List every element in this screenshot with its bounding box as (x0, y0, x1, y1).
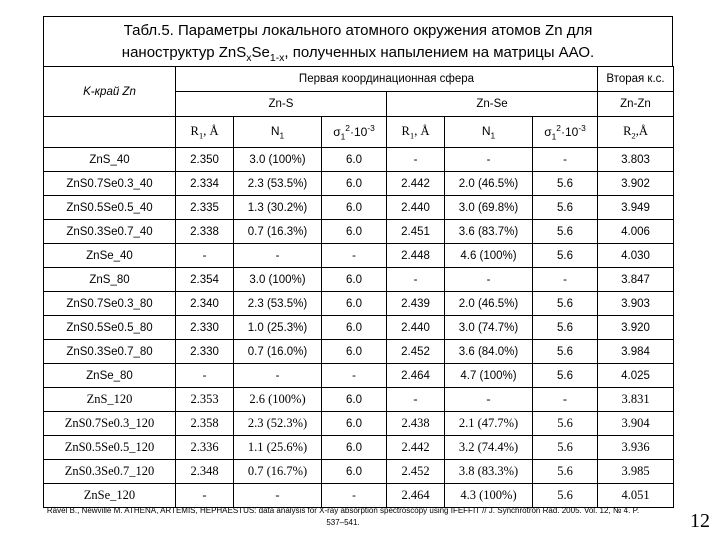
table-row (44, 148, 674, 172)
table-cell: 3.949 (598, 196, 674, 220)
table-cell: 5.6 (533, 340, 598, 364)
zns-header: Zn-S (176, 92, 387, 117)
table-cell: 6.0 (322, 340, 387, 364)
r2-header: $R_2,Å$ (598, 117, 674, 148)
n1-header: $N_1$ (234, 117, 322, 148)
table-cell: - (322, 364, 387, 388)
table-cell: 0.7 (16.0%) (234, 340, 322, 364)
table-cell: - (176, 364, 234, 388)
first-sphere-header: Первая координационная сфера (176, 67, 598, 92)
table-cell: - (234, 364, 322, 388)
sample-name-cell: ZnS0.7Se0.3_40 (44, 172, 176, 196)
table-cell: 0.7 (16.3%) (234, 220, 322, 244)
table-cell: 2.3 (52.3%) (234, 412, 322, 436)
table-cell: 4.051 (598, 484, 674, 508)
table-cell: 2.348 (176, 460, 234, 484)
table-cell: 5.6 (533, 172, 598, 196)
table-row (44, 220, 674, 244)
table-cell: 2.354 (176, 268, 234, 292)
table-cell: 2.439 (387, 292, 445, 316)
table-cell: 6.0 (322, 316, 387, 340)
table-cell: 2.340 (176, 292, 234, 316)
table-cell: 2.452 (387, 460, 445, 484)
table-cell: 5.6 (533, 220, 598, 244)
sigma-header: $\sigma_1^2\cdot 10^{-3}$ (322, 117, 387, 148)
table-cell: 1.1 (25.6%) (234, 436, 322, 460)
sample-name-cell: ZnSe_40 (44, 244, 176, 268)
table-cell: 2.1 (47.7%) (445, 412, 533, 436)
table-cell: 2.3 (53.5%) (234, 292, 322, 316)
sample-name-cell: ZnS0.5Se0.5_120 (44, 436, 176, 460)
table-cell: 3.831 (598, 388, 674, 412)
table-cell: - (176, 484, 234, 508)
znse-header: Zn-Se (387, 92, 598, 117)
table-cell: 2.358 (176, 412, 234, 436)
table-cell: - (234, 484, 322, 508)
table-cell: 4.3 (100%) (445, 484, 533, 508)
table-cell: 3.847 (598, 268, 674, 292)
table-row (44, 316, 674, 340)
table-cell: 2.452 (387, 340, 445, 364)
sample-name-cell: ZnS0.7Se0.3_120 (44, 412, 176, 436)
table-cell: 3.984 (598, 340, 674, 364)
table-cell: 5.6 (533, 292, 598, 316)
table-cell: - (322, 244, 387, 268)
table-cell: 4.030 (598, 244, 674, 268)
r1-header: $R_1$, Å (176, 117, 234, 148)
table-cell: 5.6 (533, 436, 598, 460)
table-cell: 6.0 (322, 292, 387, 316)
table-row (44, 484, 674, 508)
title-line-1: Табл.5. Параметры локального атомного окружения атомов Zn для (123, 22, 593, 39)
table-cell: 3.803 (598, 148, 674, 172)
table-cell: 2.438 (387, 412, 445, 436)
table-cell: 6.0 (322, 148, 387, 172)
table-cell: - (533, 388, 598, 412)
reference-citation: Ravel B., Newville M. ATHENA, ARTEMIS, HEPHAESTUS: data analysis for X-ray absorption spectroscopy using IFEFFIT // J. Synchrotron Rad. 2005. Vol. 12, № 4. P. 537–541. (46, 506, 640, 527)
table-cell: 4.025 (598, 364, 674, 388)
table-cell: - (176, 244, 234, 268)
table-cell: 6.0 (322, 172, 387, 196)
sample-name-cell: ZnS0.5Se0.5_80 (44, 316, 176, 340)
table-row (44, 364, 674, 388)
table-row (44, 196, 674, 220)
table-cell: 2.440 (387, 196, 445, 220)
table-cell: - (445, 268, 533, 292)
table-cell: - (445, 148, 533, 172)
table-cell: 3.0 (69.8%) (445, 196, 533, 220)
table-cell: 4.006 (598, 220, 674, 244)
table-row (44, 268, 674, 292)
table-cell: 2.442 (387, 436, 445, 460)
table-cell: 2.442 (387, 172, 445, 196)
table-cell: 5.6 (533, 196, 598, 220)
table-title (43, 16, 673, 66)
table-row (44, 172, 674, 196)
second-sphere-header: Вторая к.с. (598, 67, 674, 92)
sample-name-cell: ZnS_80 (44, 268, 176, 292)
table-row (44, 388, 674, 412)
table-row (44, 412, 674, 436)
table-cell: 3.903 (598, 292, 674, 316)
table-cell: 3.2 (74.4%) (445, 436, 533, 460)
table-cell: 2.334 (176, 172, 234, 196)
table-cell: 3.936 (598, 436, 674, 460)
sample-name-cell: ZnS0.5Se0.5_40 (44, 196, 176, 220)
sample-name-cell: ZnS0.3Se0.7_80 (44, 340, 176, 364)
table-cell: 6.0 (322, 196, 387, 220)
parameters-table (43, 66, 674, 508)
table-cell: - (533, 268, 598, 292)
table-cell: 2.0 (46.5%) (445, 172, 533, 196)
k-edge-header: K-край Zn (44, 67, 176, 117)
table-cell: 6.0 (322, 436, 387, 460)
table-cell: 2.335 (176, 196, 234, 220)
table-cell: 2.338 (176, 220, 234, 244)
table-cell: 2.350 (176, 148, 234, 172)
table-row (44, 436, 674, 460)
table-cell: 2.353 (176, 388, 234, 412)
page-number: 12 (690, 510, 710, 532)
table-cell: 2.336 (176, 436, 234, 460)
table-cell: 6.0 (322, 268, 387, 292)
n1-se-header: $N_1$ (445, 117, 533, 148)
table-cell: 3.8 (83.3%) (445, 460, 533, 484)
table-row (44, 244, 674, 268)
table-cell: 2.451 (387, 220, 445, 244)
table-cell: 5.6 (533, 244, 598, 268)
table-cell: 3.904 (598, 412, 674, 436)
table-cell: 2.0 (46.5%) (445, 292, 533, 316)
table-cell: 5.6 (533, 316, 598, 340)
table-cell: 6.0 (322, 460, 387, 484)
table-cell: - (387, 268, 445, 292)
sample-name-cell: ZnS0.7Se0.3_80 (44, 292, 176, 316)
title-line-2: наноструктур $ZnS_xSe_{1-x}$, полученных напылением на матрицы ААО. (121, 44, 595, 64)
table-cell: 5.6 (533, 484, 598, 508)
table-cell: 2.330 (176, 316, 234, 340)
table-cell: 3.6 (83.7%) (445, 220, 533, 244)
table-cell: 2.464 (387, 364, 445, 388)
table-cell: 3.985 (598, 460, 674, 484)
table-cell: - (234, 244, 322, 268)
table-cell: 1.3 (30.2%) (234, 196, 322, 220)
sigma-se-header: $\sigma_1^2\cdot 10^{-3}$ (533, 117, 598, 148)
table-cell: 6.0 (322, 412, 387, 436)
sample-name-cell: ZnSe_120 (44, 484, 176, 508)
sample-name-cell: ZnS0.3Se0.7_120 (44, 460, 176, 484)
table-cell: 3.6 (84.0%) (445, 340, 533, 364)
empty-header-cell (44, 117, 176, 148)
table-cell: 5.6 (533, 364, 598, 388)
table-cell: 1.0 (25.3%) (234, 316, 322, 340)
table-cell: 6.0 (322, 388, 387, 412)
table-row (44, 460, 674, 484)
znzn-header: Zn-Zn (598, 92, 674, 117)
table-cell: 2.448 (387, 244, 445, 268)
table-cell: - (387, 148, 445, 172)
table-cell: 2.464 (387, 484, 445, 508)
r1-se-header: $R_1$, Å (387, 117, 445, 148)
table-cell: - (445, 388, 533, 412)
table-cell: - (387, 388, 445, 412)
table-cell: 3.920 (598, 316, 674, 340)
sample-name-cell: ZnS_120 (44, 388, 176, 412)
table-cell: 3.902 (598, 172, 674, 196)
table-row (44, 340, 674, 364)
table-cell: 2.6 (100%) (234, 388, 322, 412)
table-cell: 5.6 (533, 412, 598, 436)
table-cell: - (533, 148, 598, 172)
table-cell: - (322, 484, 387, 508)
table-cell: 4.6 (100%) (445, 244, 533, 268)
table-cell: 0.7 (16.7%) (234, 460, 322, 484)
table-row (44, 292, 674, 316)
sample-name-cell: ZnS0.3Se0.7_40 (44, 220, 176, 244)
sample-name-cell: ZnS_40 (44, 148, 176, 172)
table-cell: 6.0 (322, 220, 387, 244)
table-cell: 3.0 (100%) (234, 268, 322, 292)
table-cell: 2.3 (53.5%) (234, 172, 322, 196)
table-cell: 3.0 (100%) (234, 148, 322, 172)
table-cell: 3.0 (74.7%) (445, 316, 533, 340)
table-cell: 2.440 (387, 316, 445, 340)
table-cell: 2.330 (176, 340, 234, 364)
table-cell: 4.7 (100%) (445, 364, 533, 388)
sample-name-cell: ZnSe_80 (44, 364, 176, 388)
table-cell: 5.6 (533, 460, 598, 484)
